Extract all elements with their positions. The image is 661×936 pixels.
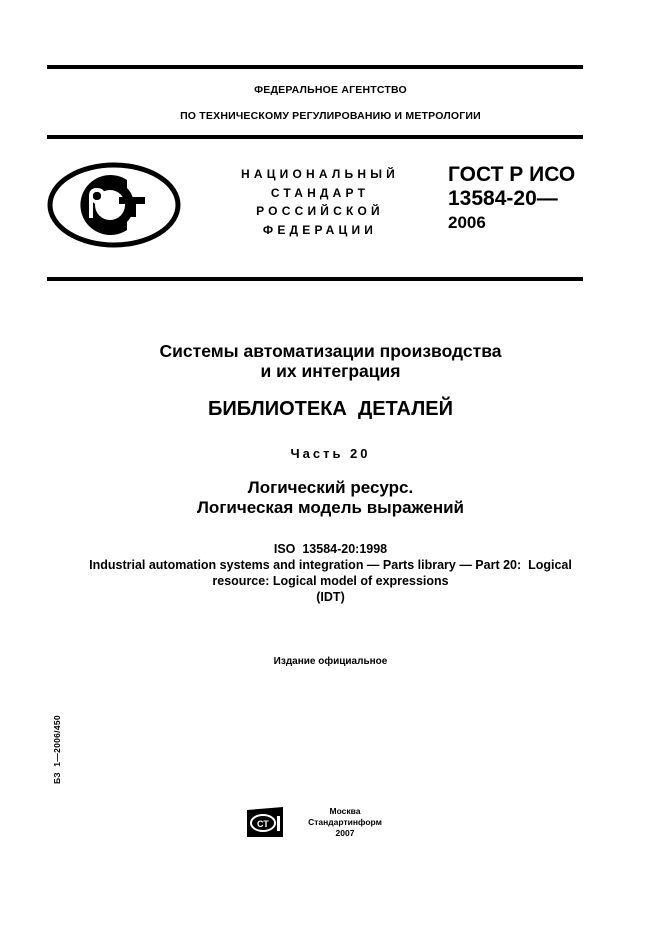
iso-degree: (IDT)	[316, 590, 345, 604]
part-title-line-2: Логическая модель выражений	[197, 498, 464, 517]
designation-line-1: ГОСТ Р ИСО	[448, 163, 576, 186]
publisher-name: Стандартинформ	[308, 817, 382, 827]
publisher-city: Москва	[329, 806, 361, 816]
publisher-year: 2007	[335, 828, 355, 838]
top-rule	[47, 65, 583, 69]
iso-title-line-2: resource: Logical model of expressions	[212, 574, 449, 588]
header-rule	[47, 135, 583, 139]
iso-title-line-1: Industrial automation systems and integration — Parts library — Part 20: Logical	[89, 558, 572, 572]
series-title	[0, 341, 661, 381]
iso-number: ISO 13584-20:1998	[273, 542, 388, 556]
series-title-line-1: Системы автоматизации производства	[159, 341, 502, 361]
natstd-line-2: СТАНДАРТ	[270, 185, 370, 200]
edition-label: Издание официальное	[273, 656, 388, 667]
iso-reference	[0, 541, 661, 605]
part-number: Часть 20	[290, 446, 371, 461]
standard-designation	[448, 163, 575, 235]
agency-line-2: ПО ТЕХНИЧЕСКОМУ РЕГУЛИРОВАНИЮ И МЕТРОЛОГИИ	[180, 110, 481, 122]
main-title: БИБЛИОТЕКА ДЕТАЛЕЙ	[208, 398, 453, 420]
designation-line-2: 13584-20—	[448, 187, 558, 210]
standartinform-logo-icon	[246, 806, 286, 838]
natstd-line-3: РОССИЙСКОЙ	[256, 204, 384, 218]
block-rule	[47, 277, 583, 281]
series-title-line-2: и их интеграция	[260, 361, 401, 381]
agency-line-1: ФЕДЕРАЛЬНОЕ АГЕНТСТВО	[254, 84, 407, 96]
designation-year: 2006	[448, 213, 486, 232]
rst-certification-mark-icon	[47, 162, 181, 248]
natstd-line-1: НАЦИОНАЛЬНЫЙ	[240, 167, 400, 181]
part-title-line-1: Логический ресурс.	[247, 478, 414, 497]
part-title	[0, 478, 661, 518]
publisher-info	[300, 806, 390, 839]
natstd-line-4: ФЕДЕРАЦИИ	[262, 222, 378, 237]
side-code: БЗ 1—2006/450	[52, 715, 62, 784]
national-standard-label	[225, 165, 415, 239]
svg-text:СТ: СТ	[257, 819, 269, 829]
